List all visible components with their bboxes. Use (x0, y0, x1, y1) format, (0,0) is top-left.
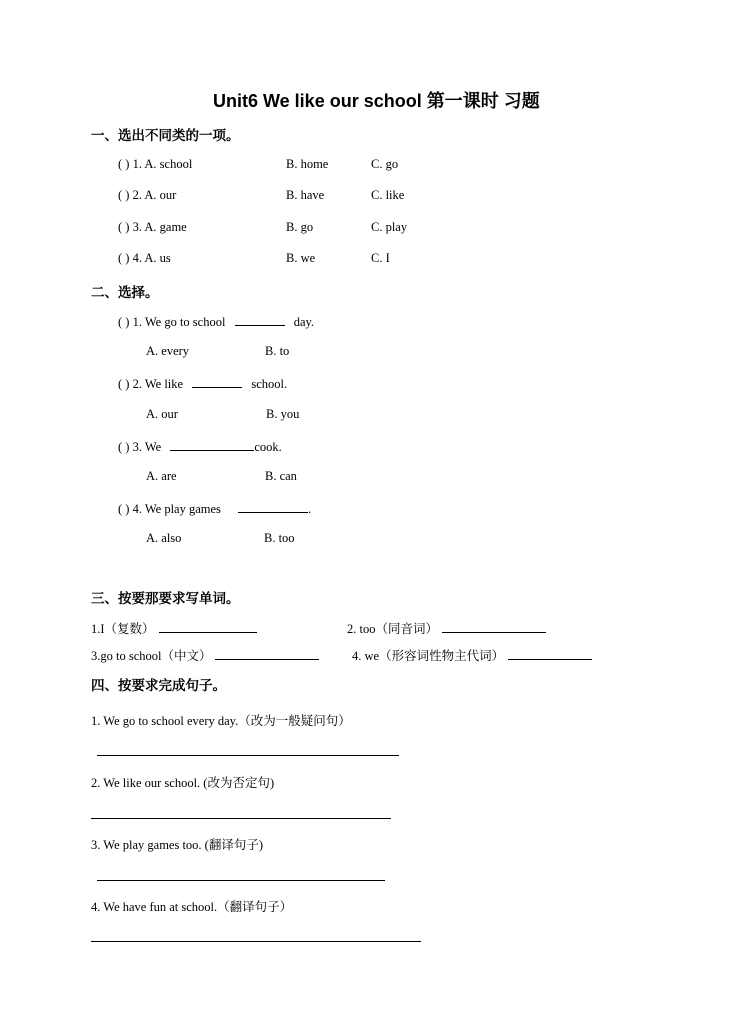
option-a: A. also (146, 531, 182, 545)
word-question-1 (91, 619, 257, 637)
answer-blank[interactable] (442, 620, 546, 633)
option-b: B. home (286, 157, 329, 171)
answer-blank[interactable] (192, 375, 242, 388)
answer-line[interactable] (91, 941, 421, 942)
question-suffix: school. (251, 377, 288, 391)
item-question: ( ) 4. A. us (118, 251, 171, 265)
option-c: C. like (371, 188, 405, 202)
answer-line[interactable] (97, 880, 385, 881)
option-c: C. play (371, 220, 408, 234)
answer-blank[interactable] (159, 620, 257, 633)
sentence-question-2: 2. We like our school. (改为否定句) (91, 776, 275, 790)
option-c: C. go (371, 157, 399, 171)
question-suffix: day. (293, 315, 315, 329)
section-2-question (118, 313, 314, 330)
item-question: ( ) 2. A. our (118, 188, 177, 202)
page-title: Unit6 We like our school 第一课时 习题 (213, 91, 540, 111)
question-text: ( ) 2. We like (118, 377, 184, 391)
section-3-heading: 三、按要那要求写单词。 (91, 591, 240, 607)
section-2-heading: 二、选择。 (91, 285, 159, 301)
question-text: 1.I（复数） (91, 622, 155, 636)
word-question-3 (91, 646, 319, 664)
question-suffix: cook. (254, 440, 282, 454)
option-a: A. our (146, 407, 178, 421)
option-c: C. I (371, 251, 390, 265)
question-text: ( ) 4. We play games (118, 502, 221, 516)
section-1-heading: 一、选出不同类的一项。 (91, 128, 240, 144)
question-text: 2. too（同音词） (347, 622, 438, 636)
item-question: ( ) 3. A. game (118, 220, 187, 234)
section-2-question (118, 375, 287, 392)
answer-blank[interactable] (215, 647, 319, 660)
option-b: B. you (266, 407, 300, 421)
option-b: B. we (286, 251, 316, 265)
option-b: B. can (265, 469, 297, 483)
question-text: 4. we（形容词性物主代词） (352, 649, 505, 663)
answer-line[interactable] (97, 755, 399, 756)
answer-line[interactable] (91, 818, 391, 819)
option-b: B. too (264, 531, 295, 545)
question-text: ( ) 3. We (118, 440, 162, 454)
option-b: B. have (286, 188, 325, 202)
sentence-question-3: 3. We play games too. (翻译句子) (91, 838, 263, 852)
option-a: A. every (146, 344, 190, 358)
question-suffix: . (308, 502, 312, 516)
answer-blank[interactable] (238, 500, 308, 513)
answer-blank[interactable] (170, 438, 254, 451)
section-4-heading: 四、按要求完成句子。 (91, 678, 226, 694)
section-2-question (118, 438, 282, 455)
item-question: ( ) 1. A. school (118, 157, 193, 171)
sentence-question-1: 1. We go to school every day.（改为一般疑问句） (91, 714, 351, 728)
answer-blank[interactable] (235, 313, 285, 326)
section-2-question (118, 500, 311, 517)
word-question-4 (352, 646, 592, 664)
answer-blank[interactable] (508, 647, 592, 660)
option-b: B. go (286, 220, 314, 234)
sentence-question-4: 4. We have fun at school.（翻译句子） (91, 900, 293, 914)
question-text: 3.go to school（中文） (91, 649, 212, 663)
word-question-2 (347, 619, 546, 637)
option-b: B. to (265, 344, 290, 358)
question-text: ( ) 1. We go to school (118, 315, 226, 329)
option-a: A. are (146, 469, 177, 483)
